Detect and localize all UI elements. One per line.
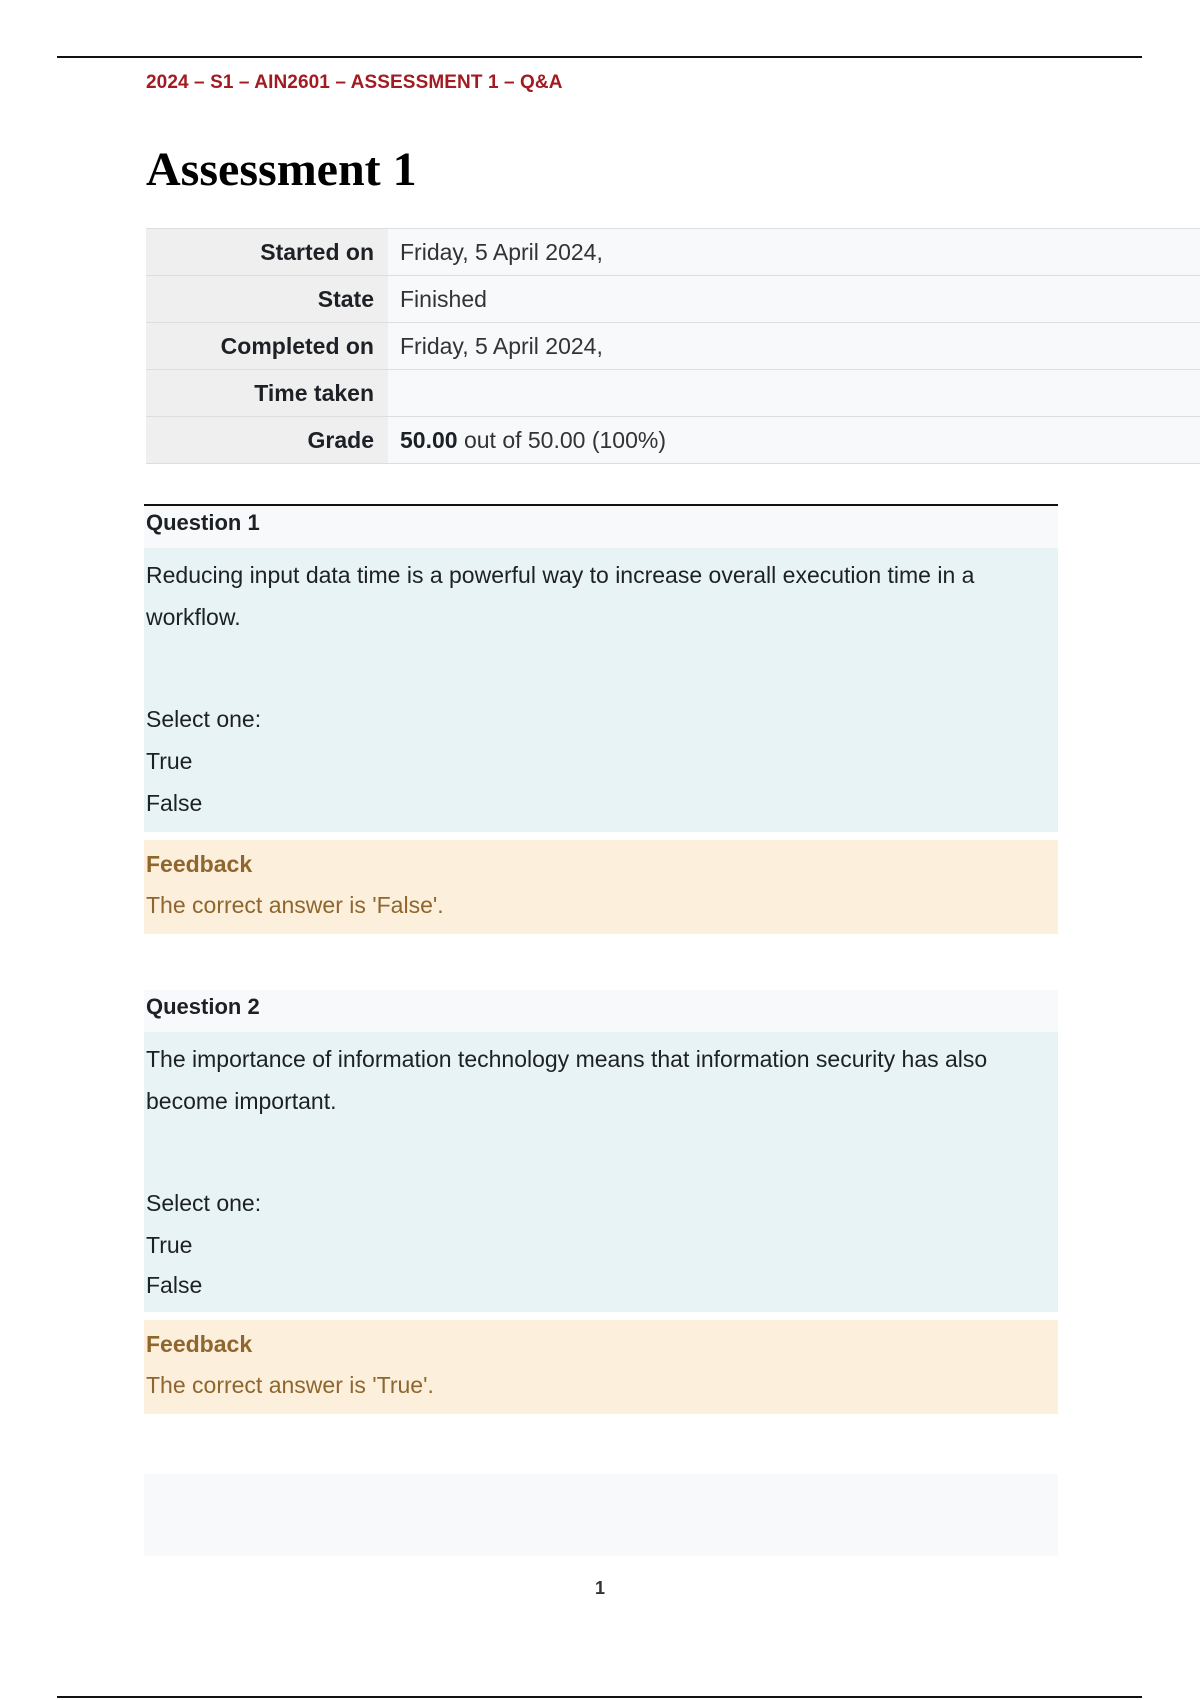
feedback-title: Feedback xyxy=(146,851,253,877)
state-value: Finished xyxy=(388,276,1200,323)
grade-out-of: out of 50.00 (100%) xyxy=(463,426,666,453)
started-on-value: Friday, 5 April 2024, xyxy=(388,229,1200,276)
state-label: State xyxy=(146,276,388,323)
grade-value xyxy=(388,417,1200,464)
grade-score: 50.00 xyxy=(400,426,458,453)
option-true[interactable]: True xyxy=(146,1232,193,1258)
summary-row-state xyxy=(146,276,1200,323)
document-header: 2024 – S1 – AIN2601 – ASSESSMENT 1 – Q&A xyxy=(146,72,563,93)
summary-row-completed xyxy=(146,323,1200,370)
option-true[interactable]: True xyxy=(146,748,193,774)
summary-row-time-taken xyxy=(146,370,1200,417)
completed-on-value: Friday, 5 April 2024, xyxy=(388,323,1200,370)
question-2 xyxy=(144,990,1058,1414)
question-1 xyxy=(144,504,1058,934)
started-on-label: Started on xyxy=(146,229,388,276)
page-number: 1 xyxy=(594,1578,605,1598)
time-taken-value xyxy=(388,370,1200,417)
next-question-panel xyxy=(144,1474,1058,1556)
summary-row-started xyxy=(146,229,1200,276)
time-taken-label: Time taken xyxy=(146,370,388,417)
question-heading: Question 1 xyxy=(144,506,1058,548)
option-false[interactable]: False xyxy=(146,1272,203,1298)
select-one-label: Select one: xyxy=(146,706,262,732)
question-text: Reducing input data time is a powerful way to increase overall execution time in a workflow. xyxy=(146,562,975,630)
feedback-text: The correct answer is 'True'. xyxy=(146,1372,434,1398)
bottom-rule xyxy=(57,1696,1142,1698)
feedback-panel xyxy=(144,1320,1058,1414)
feedback-title: Feedback xyxy=(146,1331,253,1357)
question-text: The importance of information technology means that information security has also become important. xyxy=(146,1046,988,1114)
question-body xyxy=(144,1032,1058,1312)
feedback-panel xyxy=(144,840,1058,934)
select-one-label: Select one: xyxy=(146,1190,262,1216)
completed-on-label: Completed on xyxy=(146,323,388,370)
question-body xyxy=(144,548,1058,832)
option-false[interactable]: False xyxy=(146,790,203,816)
attempt-summary-table xyxy=(146,228,1200,464)
question-heading: Question 2 xyxy=(144,990,1058,1032)
summary-row-grade xyxy=(146,417,1200,464)
page-title: Assessment 1 xyxy=(146,143,417,196)
grade-label: Grade xyxy=(146,417,388,464)
top-rule xyxy=(57,56,1142,58)
feedback-text: The correct answer is 'False'. xyxy=(146,892,444,918)
